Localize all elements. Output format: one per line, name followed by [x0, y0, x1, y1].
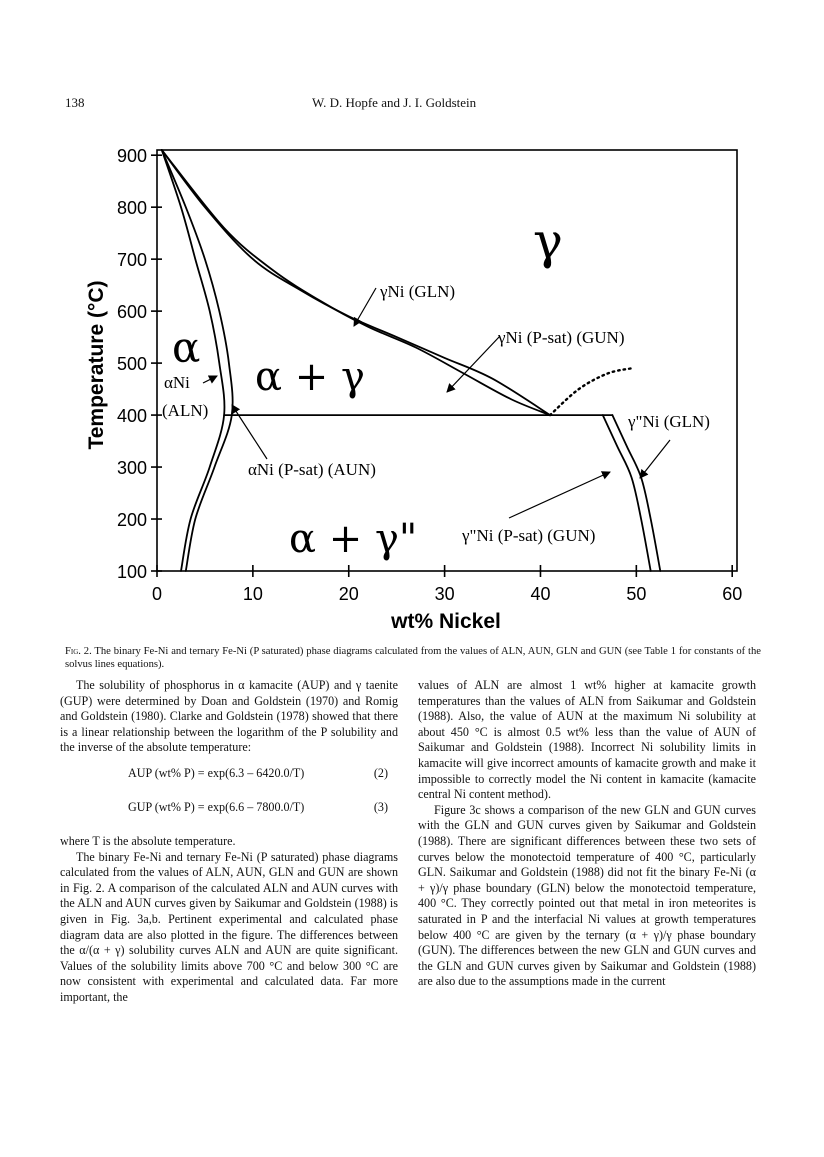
- region-alpha-gamma2: α + γ": [289, 516, 418, 562]
- y-tick-label: 500: [116, 354, 147, 375]
- y-tick-label: 700: [116, 250, 147, 271]
- y-tick-label: 600: [116, 302, 147, 323]
- plot-frame: [157, 150, 737, 571]
- x-tick-label: 0: [151, 584, 163, 604]
- equation-number: (3): [373, 799, 388, 814]
- x-tick-label: 60: [722, 584, 743, 604]
- label-gamma-ni-gln: γNi (GLN): [380, 282, 456, 301]
- x-tick-label: 30: [434, 584, 455, 604]
- x-tick-label: 10: [242, 584, 263, 604]
- curve-ni-p-sat-gun: [603, 415, 651, 571]
- arrow-alpha-ni-aun: [232, 405, 267, 459]
- curve-dotted: [550, 368, 631, 415]
- region-alpha: α: [172, 323, 201, 372]
- label-gamma-ni-gun: γNi (P-sat) (GUN): [498, 328, 625, 347]
- page-number: 138: [65, 95, 85, 110]
- curves: [162, 150, 661, 571]
- paragraph: The solubility of phosphorus in α kamacite (AUP) and γ taenite (GUP) were determined by Doan and Goldstein (1970) and Romig and Goldstein (1980). Clarke and Goldstein (1978) showed that there is a linear relationship between the logarithm of the P solubility and the inverse of the absolute temperature:: [60, 678, 398, 755]
- y-tick-label: 800: [116, 198, 147, 219]
- paragraph: where T is the absolute temperature.: [60, 833, 236, 848]
- arrow-gamma-ni-gun: [447, 336, 500, 392]
- figure-caption: [65, 645, 761, 671]
- caption-label: Fig. 2.: [65, 646, 92, 657]
- label-alpha-ni-aun: αNi (P-sat) (AUN): [248, 460, 376, 479]
- arrow-gamma2-ni-gln: [640, 440, 670, 478]
- y-tick-label: 200: [116, 510, 147, 531]
- paragraph: The binary Fe-Ni and ternary Fe-Ni (P saturated) phase diagrams calculated from the values of ALN, AUN, GLN and GUN are shown in Fig. 2. A comparison of the calculated ALN and AUN curves with the ALN and AUN curves given by Saikumar and Goldstein (1988) is given in Fig. 3a,b. Pertinent experimental and calculated phase diagram data are also plotted in the figure. The differences between the α/(α + γ) solubility curves ALN and AUN are quite significant. Values of the solubility limits above 700 °C and below 300 °C are now consistent with experimental and calculated data. Far more important, the: [60, 849, 398, 1004]
- y-tick-label: 300: [116, 458, 147, 479]
- label-gamma2-ni-gun: γ"Ni (P-sat) (GUN): [462, 526, 596, 545]
- y-tick-label: 900: [116, 146, 147, 167]
- right-column: [418, 678, 756, 990]
- x-tick-label: 40: [530, 584, 551, 604]
- caption-text: The binary Fe-Ni and ternary Fe-Ni (P saturated) phase diagrams calculated from the values of ALN, AUN, GLN and GUN (see Table 1 for constants of the solvus lines equations).: [65, 646, 761, 670]
- paragraph: Figure 3c shows a comparison of the new GLN and GUN curves with the GLN and GUN curves given by Saikumar and Goldstein (1988). There are significant differences between these two sets of curves below the monotectoid temperature of 400 °C, particularly GLN. Saikumar and Goldstein (1988) did not fit the binary Fe-Ni (α + γ)/γ phase boundary (GLN) below the monotectoid temperature, 400 °C. They correctly pointed out that metal in iron meteorites is saturated in P and the interfacial Ni values at growth temperatures below 400 °C are given by the ternary (α + γ)/γ phase boundary (GUN). The differences between the new GLN and GUN curves and the GLN and GUN curves given by Saikumar and Goldstein (1988) are also due to the assumptions made in the current: [418, 802, 756, 989]
- y-tick-label: 100: [116, 562, 147, 582]
- arrow-alpha-ni: [203, 376, 217, 383]
- arrow-gamma2-ni-gun: [509, 472, 610, 518]
- label-aln: (ALN): [162, 401, 209, 420]
- running-head: W. D. Hopfe and J. I. Goldstein: [312, 95, 477, 110]
- equation-3: [60, 800, 398, 826]
- equation-body: AUP (wt% P) = exp(6.3 – 6420.0/T): [128, 765, 305, 780]
- label-gamma2-ni-gln: γ"Ni (GLN): [628, 412, 710, 431]
- label-alpha-ni: αNi: [164, 373, 190, 392]
- x-tick-label: 50: [626, 584, 647, 604]
- equation-number: (2): [373, 765, 388, 780]
- equation-body: GUP (wt% P) = exp(6.6 – 7800.0/T): [128, 799, 305, 814]
- y-tick-label: 400: [116, 406, 147, 427]
- x-axis-label: wt% Nickel: [391, 610, 501, 633]
- arrow-gamma-ni-gln: [354, 288, 376, 326]
- region-gamma: γ: [533, 212, 563, 270]
- paragraph: values of ALN are almost 1 wt% higher at kamacite growth temperatures than the values of ALN from Saikumar and Goldstein (1988). Also, the value of AUN at the maximum Ni solubility at about 450 °C is almost 0.5 wt% less than the value of AUN of Saikumar and Goldstein (1988). Incorrect Ni solubility limits in kamacite will give incorrect amounts of kamacite growth and make it impossible to correctly model the Ni content in kamacite (kamacite central Ni content method).: [418, 678, 756, 802]
- y-axis-label: Temperature (°C): [85, 280, 108, 450]
- left-column: [60, 678, 398, 1006]
- equation-2: [60, 766, 398, 792]
- x-tick-label: 20: [338, 584, 359, 604]
- region-alpha-gamma: α + γ: [255, 354, 365, 400]
- y-axis-ticks: [117, 146, 162, 582]
